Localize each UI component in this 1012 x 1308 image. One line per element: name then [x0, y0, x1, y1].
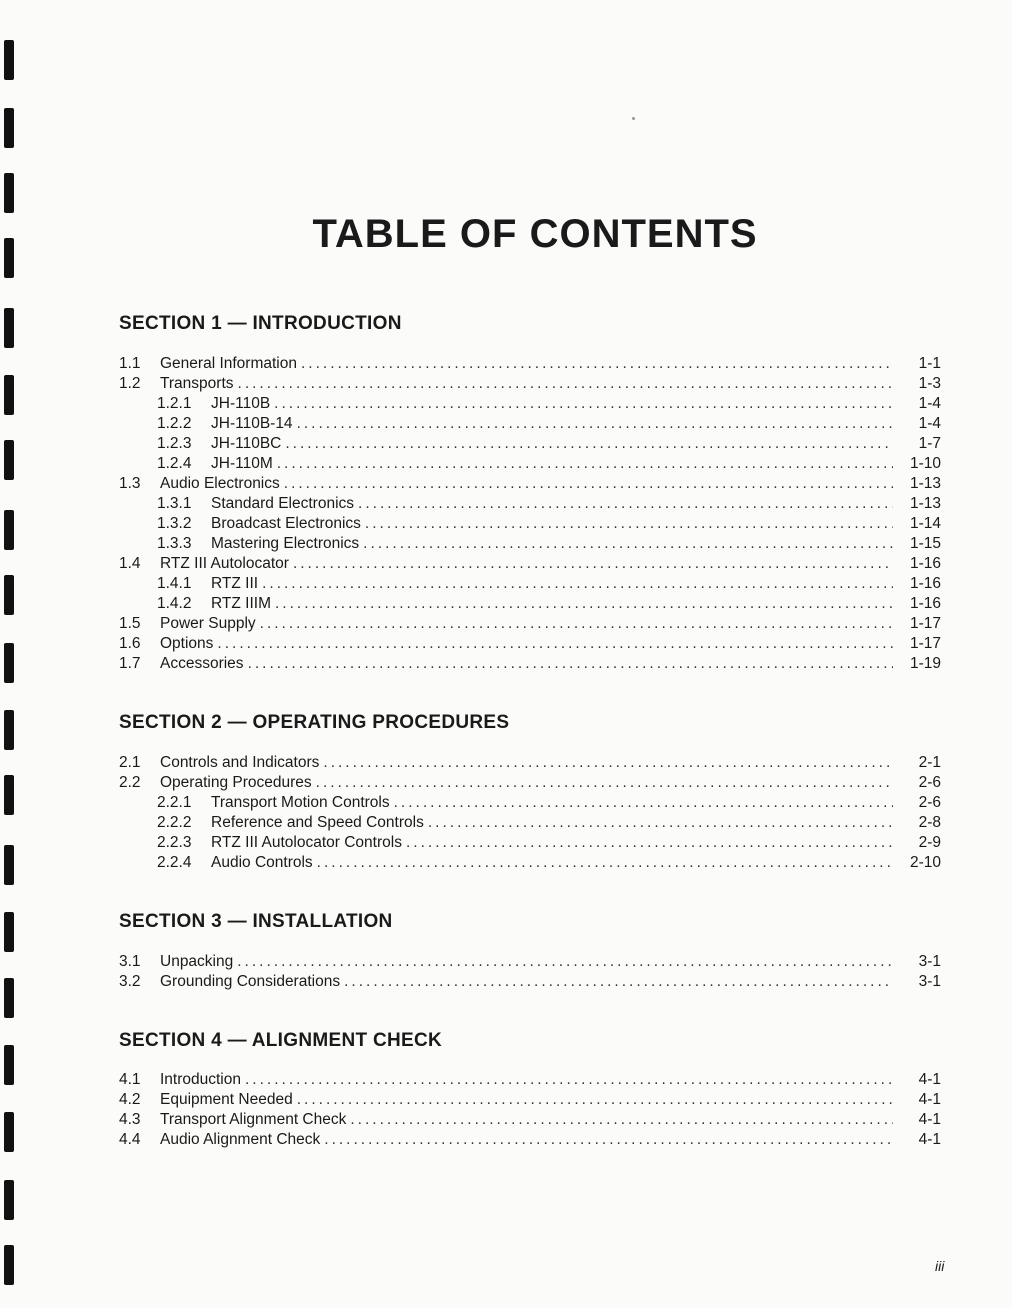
- toc-entry-page: 1-4: [918, 395, 941, 412]
- dot-leader: [248, 655, 893, 673]
- binder-hole: [4, 40, 14, 80]
- toc-entry-label: RTZ III: [211, 575, 259, 592]
- dot-leader: [262, 575, 893, 593]
- toc-entry-number: 2.2: [119, 774, 141, 791]
- toc-entry: [119, 375, 941, 395]
- toc-entry-number: 4.2: [119, 1091, 141, 1108]
- toc-entry-number: 1.3.3: [157, 535, 192, 552]
- toc-entry: [157, 575, 941, 595]
- toc-entry: [119, 774, 941, 794]
- toc-entry-number: 1.4: [119, 555, 141, 572]
- toc-entry-label: Equipment Needed: [160, 1091, 293, 1108]
- toc-entry-number: 1.2.3: [157, 435, 192, 452]
- dot-leader: [344, 973, 893, 991]
- toc-entry-page: 2-9: [918, 834, 941, 851]
- toc-entry: [157, 854, 941, 874]
- toc-entry-label: Operating Procedures: [160, 774, 312, 791]
- dot-leader: [365, 515, 893, 533]
- toc-entry: [119, 1071, 941, 1091]
- toc-entry-page: 1-1: [918, 355, 941, 372]
- toc-entry-label: JH-110B: [211, 395, 271, 412]
- toc-entry: [119, 615, 941, 635]
- toc-entry-number: 1.4.1: [157, 575, 192, 592]
- page-title: TABLE OF CONTENTS: [312, 212, 758, 256]
- toc-entry-label: Unpacking: [160, 953, 234, 970]
- toc-entry-number: 2.2.4: [157, 854, 192, 871]
- binder-hole: [4, 108, 14, 148]
- toc-entry-page: 1-4: [918, 415, 941, 432]
- toc-entry: [119, 475, 941, 495]
- section-heading: SECTION 3 — INSTALLATION: [119, 911, 393, 932]
- dot-leader: [363, 535, 893, 553]
- dot-leader: [284, 475, 893, 493]
- toc-entry-page: 1-13: [909, 475, 941, 492]
- binder-hole: [4, 575, 14, 615]
- dot-leader: [297, 1091, 893, 1109]
- dot-leader: [317, 854, 893, 872]
- toc-entry: [119, 953, 941, 973]
- toc-entry-number: 2.2.1: [157, 794, 192, 811]
- toc-entry-page: 1-10: [909, 455, 941, 472]
- binder-hole: [4, 978, 14, 1018]
- toc-entry-label: Mastering Electronics: [211, 535, 360, 552]
- binder-hole: [4, 643, 14, 683]
- toc-entry-label: Power Supply: [160, 615, 256, 632]
- toc-entry-label: Transport Alignment Check: [160, 1111, 347, 1128]
- dot-leader: [316, 774, 893, 792]
- toc-entry-number: 1.3.2: [157, 515, 192, 532]
- toc-entry-page: 2-10: [909, 854, 941, 871]
- toc-entry-page: 3-1: [918, 973, 941, 990]
- toc-entry-label: JH-110M: [211, 455, 273, 472]
- toc-entry-label: RTZ III Autolocator: [160, 555, 289, 572]
- toc-entry-number: 1.1: [119, 355, 141, 372]
- toc-entry-page: 2-6: [918, 774, 941, 791]
- toc-entry-label: General Information: [160, 355, 297, 372]
- toc-entry-page: 4-1: [918, 1091, 941, 1108]
- binder-hole: [4, 308, 14, 348]
- toc-entry-label: Grounding Considerations: [160, 973, 341, 990]
- toc-entry: [157, 495, 941, 515]
- toc-entry-page: 1-17: [909, 615, 941, 632]
- dot-leader: [245, 1071, 893, 1089]
- binder-holes: [0, 0, 20, 1308]
- toc-entry-number: 2.2.2: [157, 814, 192, 831]
- toc-entry-label: Audio Controls: [211, 854, 313, 871]
- binder-hole: [4, 1045, 14, 1085]
- toc-entry-page: 1-19: [909, 655, 941, 672]
- toc-entry-number: 1.3.1: [157, 495, 192, 512]
- binder-hole: [4, 375, 14, 415]
- toc-entry-number: 1.7: [119, 655, 141, 672]
- toc-entry: [119, 973, 941, 993]
- toc-entry-page: 1-15: [909, 535, 941, 552]
- binder-hole: [4, 1245, 14, 1285]
- dot-leader: [406, 834, 893, 852]
- dot-leader: [301, 355, 893, 373]
- dot-leader: [277, 455, 893, 473]
- page-folio: iii: [935, 1258, 945, 1274]
- toc-entry-page: 1-13: [909, 495, 941, 512]
- toc-entry: [119, 754, 941, 774]
- binder-hole: [4, 1112, 14, 1152]
- toc-entry-number: 1.2.1: [157, 395, 192, 412]
- toc-entry-label: Options: [160, 635, 214, 652]
- toc-entry-page: 4-1: [918, 1071, 941, 1088]
- binder-hole: [4, 1180, 14, 1220]
- toc-entry-page: 2-8: [918, 814, 941, 831]
- toc-entry: [119, 1111, 941, 1131]
- toc-entry-label: Transport Motion Controls: [211, 794, 390, 811]
- dot-leader: [237, 953, 893, 971]
- toc-entry: [119, 1091, 941, 1111]
- toc-entry: [119, 1131, 941, 1151]
- toc-entry-number: 4.4: [119, 1131, 141, 1148]
- toc-entry-page: 1-3: [918, 375, 941, 392]
- toc-entry-number: 1.4.2: [157, 595, 192, 612]
- dot-leader: [428, 814, 893, 832]
- dot-leader: [285, 435, 893, 453]
- toc-entry-number: 2.2.3: [157, 834, 192, 851]
- toc-entry-number: 2.1: [119, 754, 141, 771]
- binder-hole: [4, 775, 14, 815]
- toc-entry-number: 4.3: [119, 1111, 141, 1128]
- toc-entry-label: Audio Electronics: [160, 475, 280, 492]
- toc-entry-number: 1.2.4: [157, 455, 192, 472]
- toc-entry: [157, 415, 941, 435]
- toc-entry: [157, 515, 941, 535]
- toc-entry-number: 1.6: [119, 635, 141, 652]
- toc-entry-label: Broadcast Electronics: [211, 515, 361, 532]
- toc-entry-page: 4-1: [918, 1111, 941, 1128]
- toc-entry-number: 3.2: [119, 973, 141, 990]
- toc-entry: [157, 455, 941, 475]
- toc-entry-page: 1-16: [909, 575, 941, 592]
- toc-entry: [157, 814, 941, 834]
- toc-entry-number: 1.2: [119, 375, 141, 392]
- toc-entry-label: RTZ IIIM: [211, 595, 271, 612]
- dot-leader: [394, 794, 893, 812]
- toc-entry-label: Audio Alignment Check: [160, 1131, 321, 1148]
- dot-leader: [358, 495, 893, 513]
- dot-leader: [238, 375, 893, 393]
- toc-entry-page: 2-1: [918, 754, 941, 771]
- toc-entry-page: 4-1: [918, 1131, 941, 1148]
- binder-hole: [4, 510, 14, 550]
- dot-leader: [260, 615, 893, 633]
- binder-hole: [4, 710, 14, 750]
- toc-entry: [157, 834, 941, 854]
- toc-entry-number: 1.3: [119, 475, 141, 492]
- dot-leader: [217, 635, 893, 653]
- dot-leader: [274, 395, 893, 413]
- dot-leader: [293, 555, 893, 573]
- section-heading: SECTION 1 — INTRODUCTION: [119, 313, 402, 334]
- binder-hole: [4, 845, 14, 885]
- toc-entry: [119, 635, 941, 655]
- toc-entry: [157, 595, 941, 615]
- toc-entry: [157, 395, 941, 415]
- toc-entry-page: 1-7: [918, 435, 941, 452]
- toc-entry-label: JH-110B-14: [211, 415, 293, 432]
- toc-entry-label: Controls and Indicators: [160, 754, 320, 771]
- toc-entry-number: 1.2.2: [157, 415, 192, 432]
- toc-entry: [157, 435, 941, 455]
- toc-entry-label: Transports: [160, 375, 234, 392]
- toc-entry-label: RTZ III Autolocator Controls: [211, 834, 402, 851]
- section-heading: SECTION 4 — ALIGNMENT CHECK: [119, 1030, 443, 1051]
- toc-entry-label: Introduction: [160, 1071, 241, 1088]
- toc-entry-page: 2-6: [918, 794, 941, 811]
- toc-entry: [119, 655, 941, 675]
- toc-entry-number: 3.1: [119, 953, 141, 970]
- toc-entry-label: Reference and Speed Controls: [211, 814, 424, 831]
- toc-entry-label: JH-110BC: [211, 435, 282, 452]
- toc-entry-page: 3-1: [918, 953, 941, 970]
- toc-entry-page: 1-16: [909, 595, 941, 612]
- toc-entry: [157, 794, 941, 814]
- paper-speck: [632, 117, 635, 120]
- binder-hole: [4, 440, 14, 480]
- dot-leader: [323, 754, 893, 772]
- binder-hole: [4, 912, 14, 952]
- toc-entry-page: 1-17: [909, 635, 941, 652]
- toc-entry: [157, 535, 941, 555]
- dot-leader: [324, 1131, 893, 1149]
- dot-leader: [275, 595, 893, 613]
- toc-entry: [119, 355, 941, 375]
- toc-entry-number: 1.5: [119, 615, 141, 632]
- toc-entry-number: 4.1: [119, 1071, 141, 1088]
- toc-entry-page: 1-16: [909, 555, 941, 572]
- toc-entry-label: Accessories: [160, 655, 244, 672]
- binder-hole: [4, 173, 14, 213]
- toc-entry-label: Standard Electronics: [211, 495, 355, 512]
- toc-entry-page: 1-14: [909, 515, 941, 532]
- dot-leader: [297, 415, 893, 433]
- section-heading: SECTION 2 — OPERATING PROCEDURES: [119, 712, 510, 733]
- toc-entry: [119, 555, 941, 575]
- dot-leader: [350, 1111, 893, 1129]
